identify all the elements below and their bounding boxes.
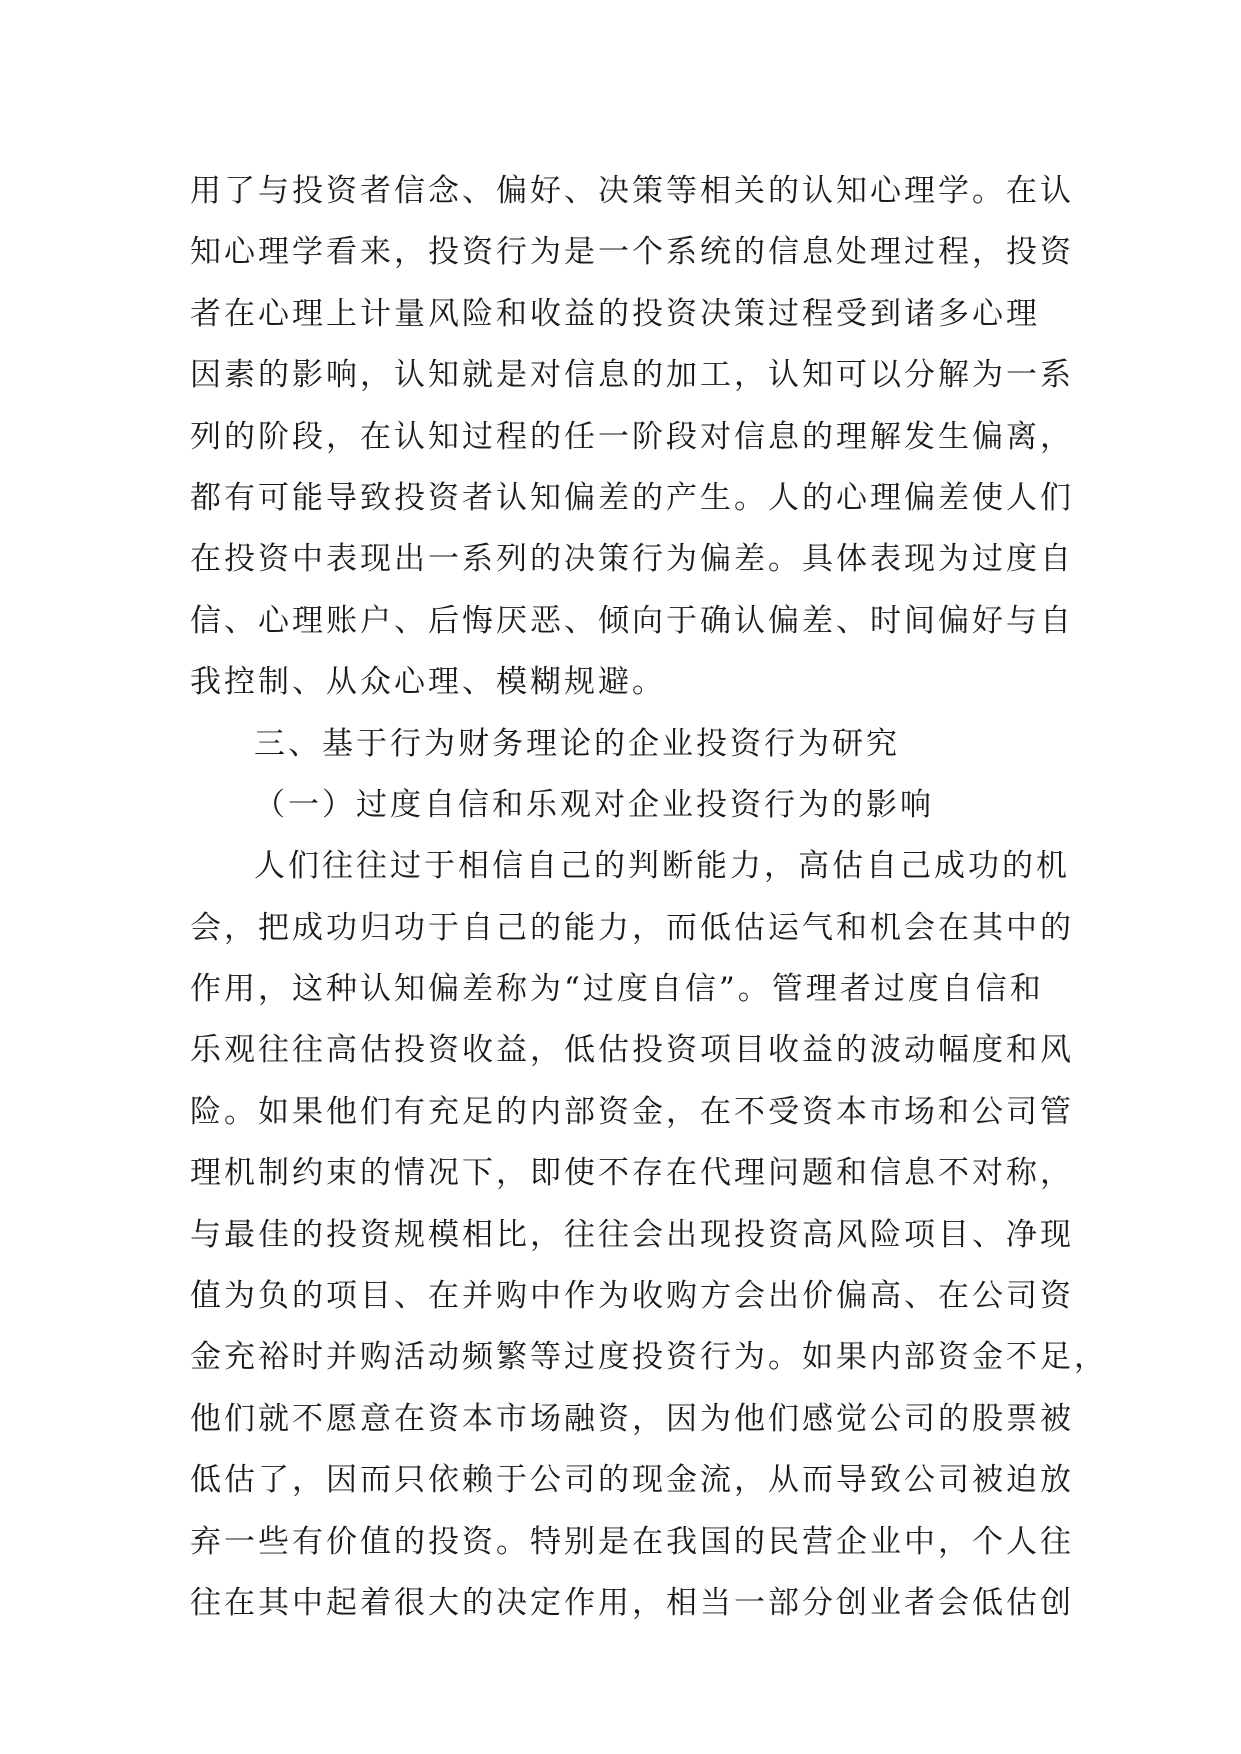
text-line: 弃一些有价值的投资。特别是在我国的民营企业中，个人往	[190, 1523, 1074, 1560]
text-line: 险。如果他们有充足的内部资金，在不受资本市场和公司管	[190, 1093, 1074, 1130]
text-line: 人们往往过于相信自己的判断能力，高估自己成功的机	[254, 848, 1070, 885]
text-line: 理机制约束的情况下，即使不存在代理问题和信息不对称，	[190, 1155, 1074, 1192]
paragraph-continued	[190, 161, 1074, 714]
text-line: 都有可能导致投资者认知偏差的产生。人的心理偏差使人们	[190, 479, 1074, 516]
text-line: 在投资中表现出一系列的决策行为偏差。具体表现为过度自	[190, 541, 1074, 578]
subsection-heading: （一）过度自信和乐观对企业投资行为的影响	[254, 786, 934, 823]
text-line: 低估了，因而只依赖于公司的现金流，从而导致公司被迫放	[190, 1462, 1074, 1499]
text-line: 往在其中起着很大的决定作用，相当一部分创业者会低估创	[190, 1584, 1074, 1621]
text-line: 知心理学看来，投资行为是一个系统的信息处理过程，投资	[190, 234, 1074, 271]
text-line: 他们就不愿意在资本市场融资，因为他们感觉公司的股票被	[190, 1400, 1074, 1437]
text-line: 作用，这种认知偏差称为“过度自信”。管理者过度自信和	[190, 971, 1044, 1008]
text-line: 者在心理上计量风险和收益的投资决策过程受到诸多心理	[190, 295, 1040, 332]
text-line: 用了与投资者信念、偏好、决策等相关的认知心理学。在认	[190, 173, 1074, 209]
text-line: 因素的影响，认知就是对信息的加工，认知可以分解为一系	[190, 357, 1074, 394]
text-line: 我控制、从众心理、模糊规避。	[190, 664, 666, 701]
section-heading: 三、基于行为财务理论的企业投资行为研究	[254, 725, 900, 762]
text-line: 乐观往往高估投资收益，低估投资项目收益的波动幅度和风	[190, 1032, 1074, 1069]
body-text	[190, 161, 1108, 1634]
paragraph-overconfidence	[190, 836, 1108, 1634]
text-line: 列的阶段，在认知过程的任一阶段对信息的理解发生偏离，	[190, 418, 1074, 455]
text-line: 值为负的项目、在并购中作为收购方会出价偏高、在公司资	[190, 1278, 1074, 1315]
text-line: 信、心理账户、后悔厌恶、倾向于确认偏差、时间偏好与自	[190, 602, 1074, 639]
text-line: 会，把成功归功于自己的能力，而低估运气和机会在其中的	[190, 909, 1074, 946]
text-line: 金充裕时并购活动频繁等过度投资行为。如果内部资金不足，	[190, 1339, 1108, 1376]
text-line: 与最佳的投资规模相比，往往会出现投资高风险项目、净现	[190, 1216, 1074, 1253]
